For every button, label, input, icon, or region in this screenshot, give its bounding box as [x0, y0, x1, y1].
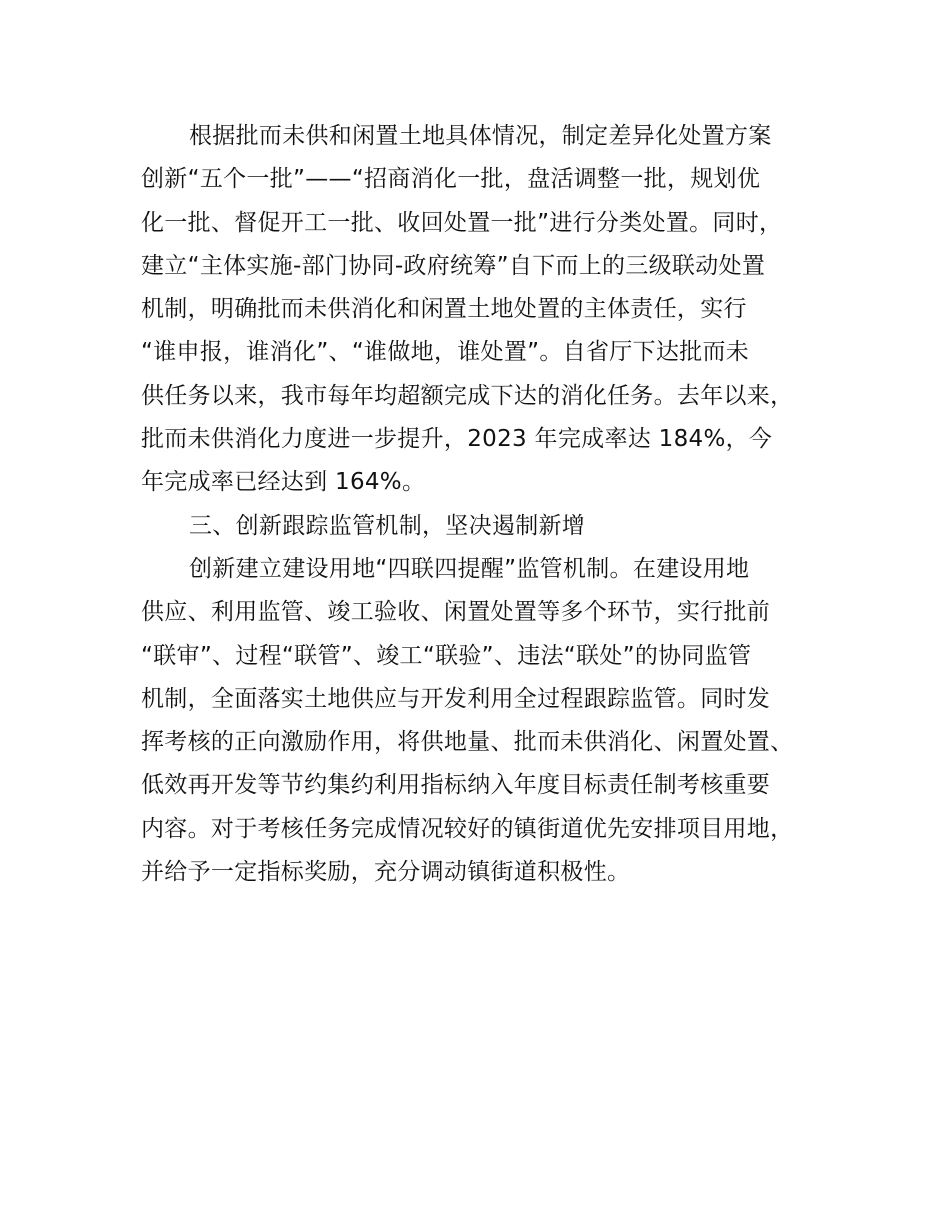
- paragraph-supervision: [141, 548, 831, 894]
- text-line: 供应、利用监管、竣工验收、闲置处置等多个环节，实行批前: [141, 599, 771, 626]
- text-line: 批而未供消化力度进一步提升，2023 年完成率达 184%，今: [141, 426, 773, 453]
- text-line: 低效再开发等节约集约利用指标纳入年度目标责任制考核重要: [141, 772, 771, 799]
- text-line: 年完成率已经达到 164%。: [141, 469, 426, 496]
- text-line: 内容。对于考核任务完成情况较好的镇街道优先安排项目用地，: [141, 815, 794, 842]
- text-line: 机制，明确批而未供消化和闲置土地处置的主体责任，实行: [141, 296, 747, 323]
- text-line: “谁申报，谁消化”、“谁做地，谁处置”。自省厅下达批而未: [141, 339, 750, 366]
- text-line: 挥考核的正向激励作用，将供地量、批而未供消化、闲置处置、: [141, 729, 794, 756]
- text-line: 供任务以来，我市每年均超额完成下达的消化任务。去年以来，: [141, 382, 794, 409]
- text-line: 化一批、督促开工一批、收回处置一批”进行分类处置。同时，: [141, 209, 783, 236]
- text-line: 机制，全面落实土地供应与开发利用全过程跟踪监管。同时发: [141, 685, 771, 712]
- text-line: 创新“五个一批”——“招商消化一批，盘活调整一批，规划优: [141, 166, 761, 193]
- text-line: 建立“主体实施-部门协同-政府统筹”自下而上的三级联动处置: [141, 252, 766, 279]
- text-line: “联审”、过程“联管”、竣工“联验”、违法“联处”的协同监管: [141, 642, 752, 669]
- text-line: 根据批而未供和闲置土地具体情况，制定差异化处置方案: [189, 123, 772, 149]
- text-line: 并给予一定指标奖励，充分调动镇街道积极性。: [141, 859, 631, 886]
- text-line: 创新建立建设用地“四联四提醒”监管机制。在建设用地: [189, 555, 750, 582]
- section-heading: [141, 505, 831, 548]
- paragraph-land-disposal: [141, 115, 831, 505]
- heading-text: 三、创新跟踪监管机制，坚决遏制新增: [189, 512, 586, 539]
- document-body: [141, 115, 831, 894]
